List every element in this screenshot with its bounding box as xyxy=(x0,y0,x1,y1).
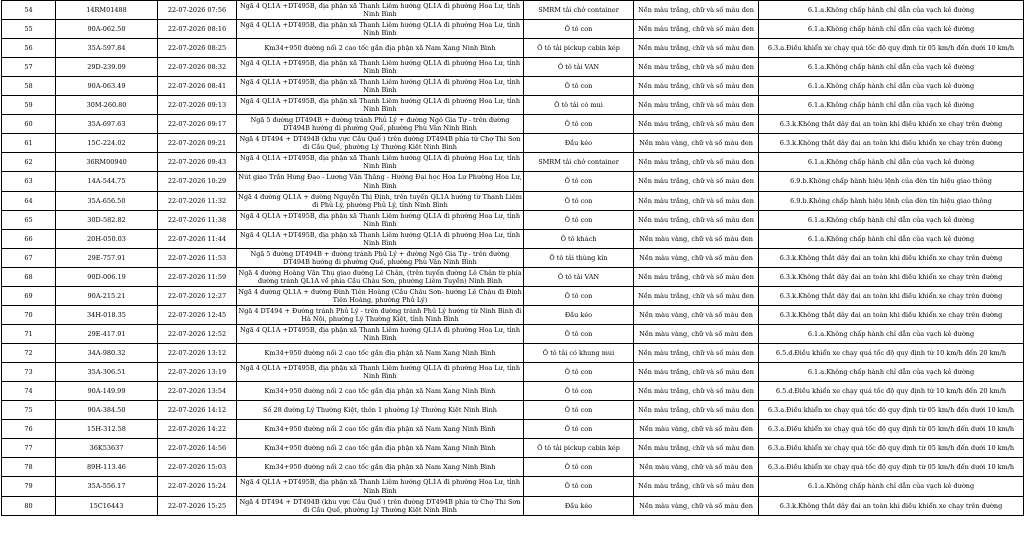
violation-time-cell: 22-07-2026 09:43 xyxy=(158,153,237,172)
license-plate-cell: 90D-006.19 xyxy=(56,268,158,287)
violation-time-cell: 22-07-2026 13:19 xyxy=(158,363,237,382)
location-cell: Ngã 4 QL1A +DT495B, địa phận xã Thanh Liêm hướng QL1A đi phường Hoa Lư, tỉnh Ninh Bình xyxy=(237,211,524,230)
violation-time-cell: 22-07-2026 12:27 xyxy=(158,287,237,306)
table-row xyxy=(2,1,1024,20)
table-row xyxy=(2,211,1024,230)
license-plate-cell: 35A-597.84 xyxy=(56,39,158,58)
location-cell: Km34+950 đường nối 2 cao tốc gần địa phận xã Nam Xang Ninh Bình xyxy=(237,420,524,439)
vehicle-type-cell: Ô tô con xyxy=(524,325,634,344)
vehicle-type-cell: Ô tô con xyxy=(524,420,634,439)
violation-time-cell: 22-07-2026 08:41 xyxy=(158,77,237,96)
violation-cell: 6.5.d.Điều khiển xe chạy quá tốc độ quy định từ 10 km/h đến 20 km/h xyxy=(759,382,1024,401)
row-number-cell: 76 xyxy=(2,420,56,439)
row-number-cell: 68 xyxy=(2,268,56,287)
plate-color-cell: Nền màu vàng, chữ và số màu đen xyxy=(634,458,759,477)
violation-time-cell: 22-07-2026 11:32 xyxy=(158,192,237,211)
license-plate-cell: 29D-239.09 xyxy=(56,58,158,77)
plate-color-cell: Nền màu trắng, chữ và số màu đen xyxy=(634,382,759,401)
plate-color-cell: Nền màu vàng, chữ và số màu đen xyxy=(634,249,759,268)
location-cell: Km34+950 đường nối 2 cao tốc gần địa phận xã Nam Xang Ninh Bình xyxy=(237,39,524,58)
table-row xyxy=(2,192,1024,211)
violation-time-cell: 22-07-2026 11:53 xyxy=(158,249,237,268)
row-number-cell: 55 xyxy=(2,20,56,39)
violation-cell: 6.3.a.Điều khiển xe chạy quá tốc độ quy định từ 05 km/h đến dưới 10 km/h xyxy=(759,420,1024,439)
license-plate-cell: 90A-384.50 xyxy=(56,401,158,420)
vehicle-type-cell: Ô tô con xyxy=(524,382,634,401)
license-plate-cell: 35A-306.51 xyxy=(56,363,158,382)
license-plate-cell: 15C16443 xyxy=(56,497,158,516)
plate-color-cell: Nền màu trắng, chữ và số màu đen xyxy=(634,58,759,77)
vehicle-type-cell: Đầu kéo xyxy=(524,306,634,325)
violation-time-cell: 22-07-2026 07:56 xyxy=(158,1,237,20)
location-cell: Ngã 4 QL1A +DT495B, địa phận xã Thanh Liêm hướng QL1A đi phường Hoa Lư, tỉnh Ninh Bình xyxy=(237,153,524,172)
location-cell: Ngã 4 QL1A +DT495B, địa phận xã Thanh Liêm hướng QL1A đi phường Hoa Lư, tỉnh Ninh Bình xyxy=(237,477,524,497)
violation-cell: 6.1.a.Không chấp hành chỉ dẫn của vạch kẻ đường xyxy=(759,211,1024,230)
row-number-cell: 75 xyxy=(2,401,56,420)
violation-cell: 6.3.k.Không thắt dây đai an toàn khi điều khiển xe chạy trên đường xyxy=(759,268,1024,287)
license-plate-cell: 29E-757.91 xyxy=(56,249,158,268)
plate-color-cell: Nền màu trắng, chữ và số màu đen xyxy=(634,439,759,458)
plate-color-cell: Nền màu trắng, chữ và số màu đen xyxy=(634,153,759,172)
table-row xyxy=(2,172,1024,192)
location-cell: Ngã 4 QL1A +DT495B, địa phận xã Thanh Liêm hướng QL1A đi phường Hoa Lư, tỉnh Ninh Bình xyxy=(237,1,524,20)
plate-color-cell: Nền màu trắng, chữ và số màu đen xyxy=(634,96,759,115)
violation-cell: 6.3.k.Không thắt dây đai an toàn khi điều khiển xe chạy trên đường xyxy=(759,497,1024,516)
license-plate-cell: 30M-260.80 xyxy=(56,96,158,115)
violation-cell: 6.9.b.Không chấp hành hiệu lệnh của đèn tín hiệu giao thông xyxy=(759,172,1024,192)
violation-time-cell: 22-07-2026 11:44 xyxy=(158,230,237,249)
plate-color-cell: Nền màu trắng, chữ và số màu đen xyxy=(634,172,759,192)
location-cell: Số 28 đường Lý Thường Kiệt, thôn 1 phường Lý Thường Kiệt Ninh Bình xyxy=(237,401,524,420)
violation-cell: 6.3.a.Điều khiển xe chạy quá tốc độ quy định từ 05 km/h đến dưới 10 km/h xyxy=(759,458,1024,477)
plate-color-cell: Nền màu vàng, chữ và số màu đen xyxy=(634,497,759,516)
plate-color-cell: Nền màu vàng, chữ và số màu đen xyxy=(634,420,759,439)
table-row xyxy=(2,344,1024,363)
table-row xyxy=(2,306,1024,325)
violation-time-cell: 22-07-2026 11:38 xyxy=(158,211,237,230)
row-number-cell: 77 xyxy=(2,439,56,458)
license-plate-cell: 90A-215.21 xyxy=(56,287,158,306)
vehicle-type-cell: Ô tô con xyxy=(524,172,634,192)
location-cell: Ngã 4 QL1A +DT495B, địa phận xã Thanh Liêm hướng QL1A đi phường Hoa Lư, tỉnh Ninh Bình xyxy=(237,58,524,77)
license-plate-cell: 36RM00940 xyxy=(56,153,158,172)
violation-time-cell: 22-07-2026 15:03 xyxy=(158,458,237,477)
row-number-cell: 58 xyxy=(2,77,56,96)
violation-time-cell: 22-07-2026 08:25 xyxy=(158,39,237,58)
violation-cell: 6.3.k.Không thắt dây đai an toàn khi điều khiển xe chạy trên đường xyxy=(759,249,1024,268)
table-row xyxy=(2,115,1024,134)
license-plate-cell: 90A-062.50 xyxy=(56,20,158,39)
vehicle-type-cell: Ô tô tải thùng kín xyxy=(524,249,634,268)
vehicle-type-cell: Ô tô khách xyxy=(524,230,634,249)
violation-time-cell: 22-07-2026 13:12 xyxy=(158,344,237,363)
location-cell: Ngã 4 DT494 + DT494B (khu vực Cầu Quế ) trên đường DT494B phía từ Chợ Thi Sơn đi Cầu Quế, phường Lý Thường Kiệt Ninh Bình xyxy=(237,497,524,516)
vehicle-type-cell: Ô tô tải pickup cabin kép xyxy=(524,439,634,458)
vehicle-type-cell: Ô tô con xyxy=(524,192,634,211)
violation-cell: 6.5.d.Điều khiển xe chạy quá tốc độ quy định từ 10 km/h đến 20 km/h xyxy=(759,344,1024,363)
vehicle-type-cell: Ô tô con xyxy=(524,115,634,134)
location-cell: Nút giao Trần Hưng Đạo - Lương Văn Thăng - Hướng Đại học Hoa Lư Phường Hoa Lư, Ninh Bình xyxy=(238,173,522,190)
plate-color-cell: Nền màu vàng, chữ và số màu đen xyxy=(634,325,759,344)
vehicle-type-cell: Ô tô con xyxy=(524,287,634,306)
violation-cell: 6.1.a.Không chấp hành chỉ dẫn của vạch kẻ đường xyxy=(759,1,1024,20)
violation-time-cell: 22-07-2026 13:54 xyxy=(158,382,237,401)
row-number-cell: 56 xyxy=(2,39,56,58)
row-number-cell: 67 xyxy=(2,249,56,268)
table-row xyxy=(2,497,1024,516)
plate-color-cell: Nền màu trắng, chữ và số màu đen xyxy=(634,344,759,363)
location-cell: Ngã 4 QL1A +DT495B, địa phận xã Thanh Liêm hướng QL1A đi phường Hoa Lư, tỉnh Ninh Bình xyxy=(237,96,524,115)
location-cell: Ngã 4 DT494 + Đường tránh Phủ Lý - trên đường tránh Phủ Lý hướng từ Ninh Bình đi Hà Nội, phường Lý Thường Kiệt, tỉnh Ninh Bình xyxy=(237,306,524,325)
location-cell: Km34+950 đường nối 2 cao tốc gần địa phận xã Nam Xang Ninh Bình xyxy=(237,382,524,401)
vehicle-type-cell: SMRM tải chở container xyxy=(524,153,634,172)
violation-time-cell: 22-07-2026 14:12 xyxy=(158,401,237,420)
license-plate-cell: 89H-113.46 xyxy=(56,458,158,477)
plate-color-cell: Nền màu trắng, chữ và số màu đen xyxy=(634,77,759,96)
plate-color-cell: Nền màu trắng, chữ và số màu đen xyxy=(634,192,759,211)
violation-time-cell: 22-07-2026 10:29 xyxy=(158,172,237,192)
violation-cell: 6.3.k.Không thắt dây đai an toàn khi điều khiển xe chạy trên đường xyxy=(759,306,1024,325)
table-row xyxy=(2,249,1024,268)
row-number-cell: 74 xyxy=(2,382,56,401)
row-number-cell: 69 xyxy=(2,287,56,306)
plate-color-cell: Nền màu vàng, chữ và số màu đen xyxy=(634,134,759,153)
table-row xyxy=(2,325,1024,344)
violation-time-cell: 22-07-2026 14:22 xyxy=(158,420,237,439)
license-plate-cell: 30D-582.82 xyxy=(56,211,158,230)
location-cell: Km34+950 đường nối 2 cao tốc gần địa phận xã Nam Xang Ninh Bình xyxy=(237,344,524,363)
license-plate-cell: 35A-556.17 xyxy=(56,477,158,497)
license-plate-cell: 14A-544.75 xyxy=(56,172,158,192)
plate-color-cell: Nền màu vàng, chữ và số màu đen xyxy=(634,306,759,325)
license-plate-cell: 90A-149.99 xyxy=(56,382,158,401)
plate-color-cell: Nền màu trắng, chữ và số màu đen xyxy=(634,363,759,382)
row-number-cell: 60 xyxy=(2,115,56,134)
violation-cell: 6.1.a.Không chấp hành chỉ dẫn của vạch kẻ đường xyxy=(759,77,1024,96)
violation-time-cell: 22-07-2026 08:32 xyxy=(158,58,237,77)
license-plate-cell: 20H-050.03 xyxy=(56,230,158,249)
table-row xyxy=(2,134,1024,153)
violation-cell: 6.3.a.Điều khiển xe chạy quá tốc độ quy định từ 05 km/h đến dưới 10 km/h xyxy=(759,439,1024,458)
vehicle-type-cell: Ô tô tải có mui xyxy=(524,96,634,115)
table-row xyxy=(2,363,1024,382)
license-plate-cell: 34H-018.35 xyxy=(56,306,158,325)
location-cell: Ngã 4 QL1A +DT495B, địa phận xã Thanh Liêm hướng QL1A đi phường Hoa Lư, tỉnh Ninh Bình xyxy=(237,230,524,249)
row-number-cell: 80 xyxy=(2,497,56,516)
location-cell: Km34+950 đường nối 2 cao tốc gần địa phận xã Nam Xang Ninh Bình xyxy=(237,458,524,477)
license-plate-cell: 35A-697.63 xyxy=(56,115,158,134)
plate-color-cell: Nền màu trắng, chữ và số màu đen xyxy=(634,39,759,58)
violation-cell: 6.1.a.Không chấp hành chỉ dẫn của vạch kẻ đường xyxy=(759,20,1024,39)
vehicle-type-cell: Ô tô con xyxy=(524,211,634,230)
location-cell: Ngã 4 đường Hoàng Văn Thụ giao đường Lê Chân, (trên tuyến đường Lê Chân từ phía đường tránh QL1A về phía Cầu Châu Sơn, phường Liêm Tuyền) Ninh Bình xyxy=(237,268,524,287)
location-cell: Ngã 5 đường DT494B + đường tránh Phủ Lý + đường Ngô Gia Tự - trên đường DT494B hướng đi phường Quế, phường Phù Vân Ninh Bình xyxy=(237,115,524,134)
table-row xyxy=(2,96,1024,115)
plate-color-cell: Nền màu trắng, chữ và số màu đen xyxy=(634,477,759,497)
vehicle-type-cell: Ô tô tải VAN xyxy=(524,268,634,287)
row-number-cell: 71 xyxy=(2,325,56,344)
vehicle-type-cell: Ô tô con xyxy=(524,363,634,382)
plate-color-cell: Nền màu vàng, chữ và số màu đen xyxy=(634,230,759,249)
violation-time-cell: 22-07-2026 08:16 xyxy=(158,20,237,39)
table-row xyxy=(2,268,1024,287)
violation-cell: 6.3.k.Không thắt dây đai an toàn khi điều khiển xe chạy trên đường xyxy=(759,134,1024,153)
plate-color-cell: Nền màu trắng, chữ và số màu đen xyxy=(634,211,759,230)
violation-cell: 6.1.a.Không chấp hành chỉ dẫn của vạch kẻ đường xyxy=(759,96,1024,115)
table-row xyxy=(2,230,1024,249)
license-plate-cell: 35A-656.50 xyxy=(56,192,158,211)
row-number-cell: 57 xyxy=(2,58,56,77)
vehicle-type-cell: Đầu kéo xyxy=(524,134,634,153)
row-number-cell: 64 xyxy=(2,192,56,211)
location-cell: Ngã 4 DT494 + DT494B (khu vực Cầu Quế ) trên đường DT494B phía từ Chợ Thi Sơn đi Cầu Quế, phường Lý Thường Kiệt Ninh Bình xyxy=(237,134,524,153)
violation-time-cell: 22-07-2026 12:45 xyxy=(158,306,237,325)
vehicle-type-cell: Ô tô con xyxy=(524,477,634,497)
license-plate-cell: 34A-980.32 xyxy=(56,344,158,363)
violation-time-cell: 22-07-2026 14:56 xyxy=(158,439,237,458)
violation-time-cell: 22-07-2026 09:17 xyxy=(158,115,237,134)
license-plate-cell: 90A-063.49 xyxy=(56,77,158,96)
table-row xyxy=(2,77,1024,96)
vehicle-type-cell: Ô tô tải pickup cabin kép xyxy=(524,39,634,58)
license-plate-cell: 36K53637 xyxy=(56,439,158,458)
table-row xyxy=(2,20,1024,39)
location-cell: Ngã 5 đường DT494B + đường tránh Phủ Lý + đường Ngô Gia Tự - trên đường DT494B hướng đi phường Quế, phường Phù Vân Ninh Bình xyxy=(237,249,524,268)
location-cell: Ngã 4 QL1A +DT495B, địa phận xã Thanh Liêm hướng QL1A đi phường Hoa Lư, tỉnh Ninh Bình xyxy=(237,20,524,39)
table-row xyxy=(2,39,1024,58)
row-number-cell: 59 xyxy=(2,96,56,115)
row-number-cell: 65 xyxy=(2,211,56,230)
violation-cell: 6.9.b.Không chấp hành hiệu lệnh của đèn tín hiệu giao thông xyxy=(759,192,1024,211)
violation-cell: 6.3.a.Điều khiển xe chạy quá tốc độ quy định từ 05 km/h đến dưới 10 km/h xyxy=(759,39,1024,58)
violation-time-cell: 22-07-2026 09:21 xyxy=(158,134,237,153)
location-cell: Km34+950 đường nối 2 cao tốc gần địa phận xã Nam Xang Ninh Bình xyxy=(237,439,524,458)
plate-color-cell: Nền màu trắng, chữ và số màu đen xyxy=(634,401,759,420)
violation-cell: 6.1.a.Không chấp hành chỉ dẫn của vạch kẻ đường xyxy=(759,58,1024,77)
row-number-cell: 78 xyxy=(2,458,56,477)
table-row xyxy=(2,439,1024,458)
violation-cell: 6.3.k.Không thắt dây đai an toàn khi điều khiển xe chạy trên đường xyxy=(759,115,1024,134)
location-cell: Ngã 4 QL1A +DT495B, địa phận xã Thanh Liêm hướng QL1A đi phường Hoa Lư, tỉnh Ninh Bình xyxy=(237,325,524,344)
violation-cell: 6.1.a.Không chấp hành chỉ dẫn của vạch kẻ đường xyxy=(759,363,1024,382)
row-number-cell: 63 xyxy=(2,172,56,192)
violation-cell: 6.1.a.Không chấp hành chỉ dẫn của vạch kẻ đường xyxy=(759,477,1024,497)
row-number-cell: 66 xyxy=(2,230,56,249)
row-number-cell: 79 xyxy=(2,477,56,497)
plate-color-cell: Nền màu trắng, chữ và số màu đen xyxy=(634,20,759,39)
table-row xyxy=(2,477,1024,497)
location-cell: Ngã 4 đường QL1A + đường Nguyễn Thị Định, trên tuyến QL1A hướng từ Thanh Liêm đi Phủ Lý, phường Phủ Lý, tỉnh Ninh Bình xyxy=(238,192,522,209)
row-number-cell: 54 xyxy=(2,1,56,20)
table-row xyxy=(2,58,1024,77)
location-cell: Ngã 4 đường QL1A + đường Đinh Tiên Hoàng (Cầu Châu Sơn- hướng Lê Châu đi Đinh Tiên Hoàng, phường Phủ Lý) xyxy=(238,287,522,304)
table-row xyxy=(2,382,1024,401)
plate-color-cell: Nền màu trắng, chữ và số màu đen xyxy=(634,115,759,134)
violation-cell: 6.1.a.Không chấp hành chỉ dẫn của vạch kẻ đường xyxy=(759,325,1024,344)
vehicle-type-cell: Ô tô con xyxy=(524,20,634,39)
vehicle-type-cell: Ô tô con xyxy=(524,77,634,96)
vehicle-type-cell: Ô tô tải có khung mui xyxy=(524,344,634,363)
row-number-cell: 62 xyxy=(2,153,56,172)
violation-time-cell: 22-07-2026 09:13 xyxy=(158,96,237,115)
table-row xyxy=(2,420,1024,439)
vehicle-type-cell: Ô tô con xyxy=(524,401,634,420)
license-plate-cell: 14RM01488 xyxy=(56,1,158,20)
table-row xyxy=(2,287,1024,306)
license-plate-cell: 29E-417.91 xyxy=(56,325,158,344)
plate-color-cell: Nền màu trắng, chữ và số màu đen xyxy=(634,268,759,287)
violation-cell: 6.3.k.Không thắt dây đai an toàn khi điều khiển xe chạy trên đường xyxy=(759,287,1024,306)
row-number-cell: 61 xyxy=(2,134,56,153)
row-number-cell: 73 xyxy=(2,363,56,382)
location-cell: Ngã 4 QL1A +DT495B, địa phận xã Thanh Liêm hướng QL1A đi phường Hoa Lư, tỉnh Ninh Bình xyxy=(237,77,524,96)
violation-time-cell: 22-07-2026 11:59 xyxy=(158,268,237,287)
vehicle-type-cell: Ô tô tải VAN xyxy=(524,58,634,77)
violation-time-cell: 22-07-2026 15:25 xyxy=(158,497,237,516)
vehicle-type-cell: SMRM tải chở container xyxy=(524,1,634,20)
table-row xyxy=(2,401,1024,420)
license-plate-cell: 15H-312.58 xyxy=(56,420,158,439)
row-number-cell: 70 xyxy=(2,306,56,325)
table-body xyxy=(2,1,1024,516)
table-row xyxy=(2,153,1024,172)
violation-cell: 6.3.a.Điều khiển xe chạy quá tốc độ quy định từ 05 km/h đến dưới 10 km/h xyxy=(759,401,1024,420)
plate-color-cell: Nền màu trắng, chữ và số màu đen xyxy=(634,287,759,306)
plate-color-cell: Nền màu trắng, chữ và số màu đen xyxy=(634,1,759,20)
violation-time-cell: 22-07-2026 15:24 xyxy=(158,477,237,497)
location-cell: Ngã 4 QL1A +DT495B, địa phận xã Thanh Liêm hướng QL1A đi phường Hoa Lư, tỉnh Ninh Bình xyxy=(237,363,524,382)
table-row xyxy=(2,458,1024,477)
violation-cell: 6.1.a.Không chấp hành chỉ dẫn của vạch kẻ đường xyxy=(759,230,1024,249)
violation-table xyxy=(1,0,1024,516)
vehicle-type-cell: Ô tô con xyxy=(524,458,634,477)
vehicle-type-cell: Đầu kéo xyxy=(524,497,634,516)
license-plate-cell: 15C-224.02 xyxy=(56,134,158,153)
row-number-cell: 72 xyxy=(2,344,56,363)
violation-time-cell: 22-07-2026 12:52 xyxy=(158,325,237,344)
violation-cell: 6.1.a.Không chấp hành chỉ dẫn của vạch kẻ đường xyxy=(759,153,1024,172)
